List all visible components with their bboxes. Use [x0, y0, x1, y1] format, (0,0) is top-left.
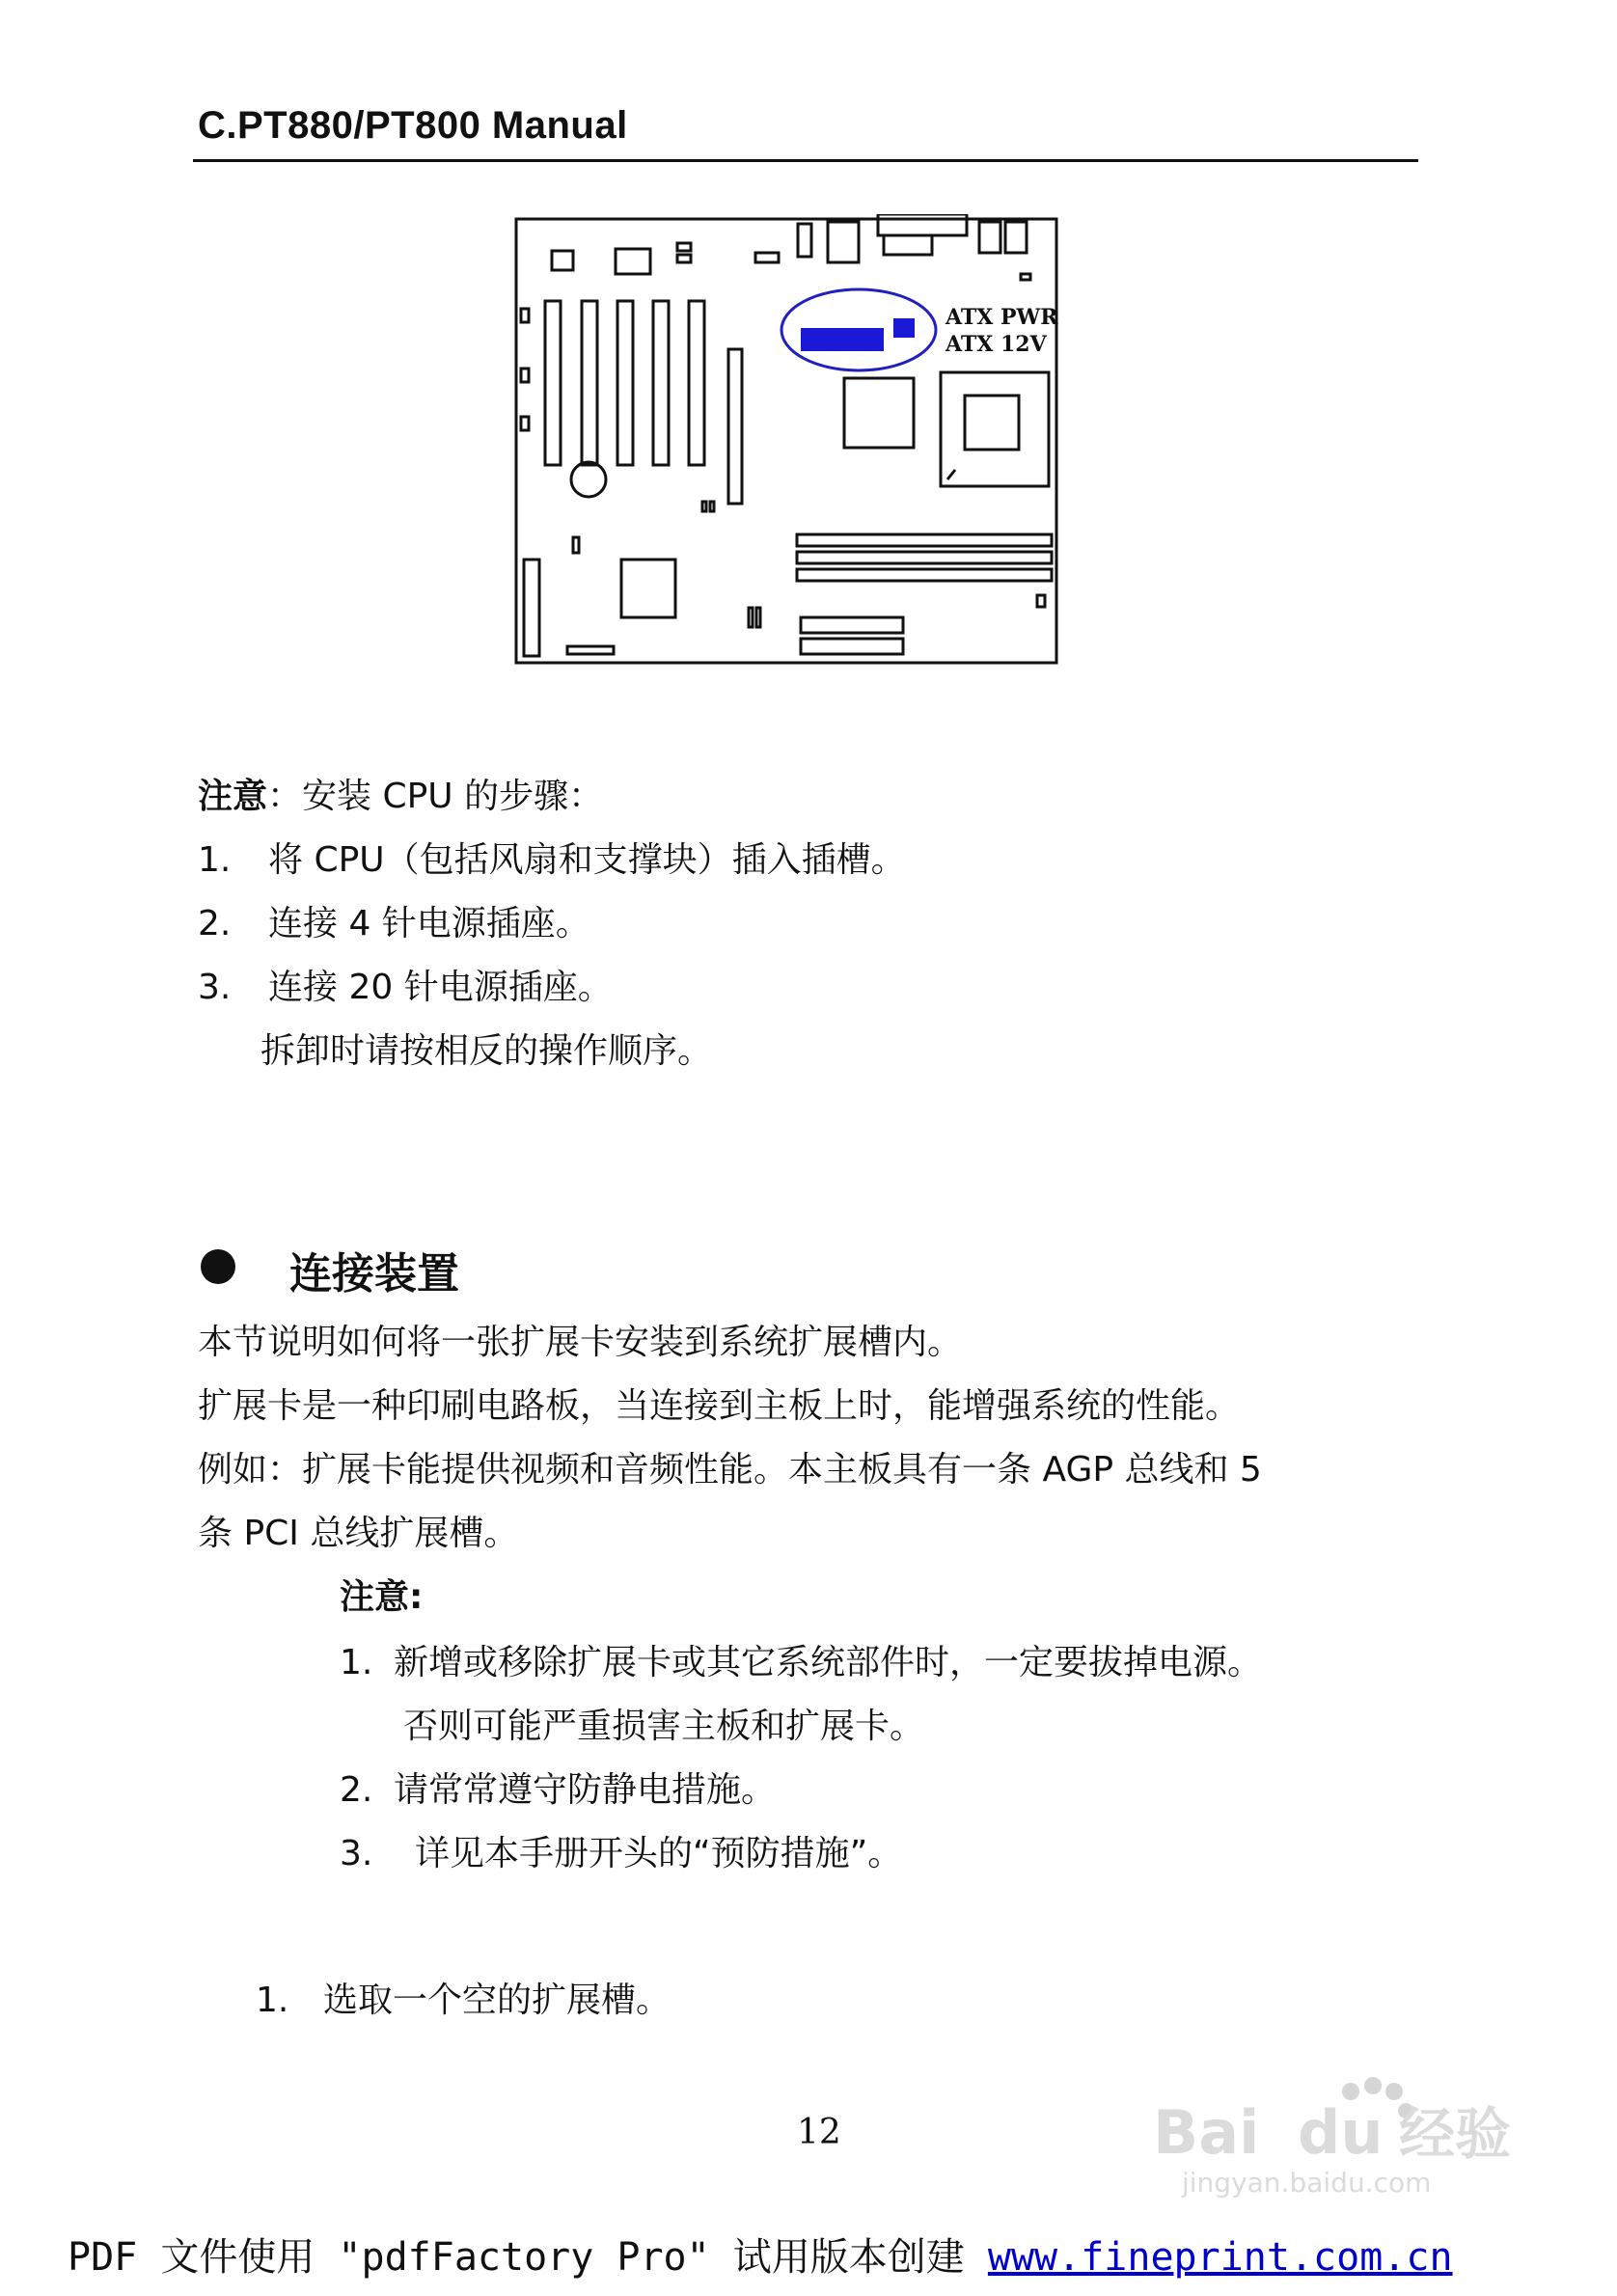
section-title: 连接装置: [289, 1249, 459, 1298]
jumper-5: [756, 608, 760, 627]
small-header: [1021, 274, 1030, 280]
io-jack-1: [798, 224, 811, 257]
atx-pwr-label: ATX PWR: [946, 305, 1058, 330]
dimm-slot-2: [797, 552, 1052, 563]
section-bullet: [201, 1249, 235, 1284]
paw-pad-2: [1364, 2077, 1382, 2094]
cpu-step-text-1: 将 CPU（包括风扇和支撑块）插入插槽。: [268, 840, 906, 880]
cpu-note-tail: 拆卸时请按相反的操作顺序。: [260, 1031, 713, 1071]
section-note-num-1: 1.: [340, 1643, 373, 1682]
small-header-2: [1037, 595, 1045, 607]
atx-12v-connector: [893, 318, 915, 338]
edge-header-3: [521, 417, 529, 430]
top-connector-1: [552, 251, 573, 270]
top-connector-3: [677, 243, 691, 251]
header-rule: [193, 159, 1418, 162]
pci-slot-4: [653, 301, 669, 465]
edge-header-2: [521, 369, 529, 382]
paw-pad-3: [1385, 2083, 1403, 2100]
cpu-note-lead: [198, 774, 603, 820]
section-note-num-2: 2.: [340, 1770, 373, 1810]
cpu-note-lead-rest: ：安装 CPU 的步骤：: [267, 777, 604, 816]
section-note-cont-1: 否则可能严重损害主板和扩展卡。: [403, 1707, 925, 1746]
edge-header-1: [521, 309, 529, 322]
section-note-title: 注意:: [340, 1577, 424, 1617]
cpu-step-num-2: 2.: [198, 904, 232, 943]
io-jack-4: [1005, 222, 1027, 253]
cpu-step-text-2: 连接 4 针电源插座。: [268, 904, 590, 943]
battery: [571, 462, 606, 497]
floppy-connector: [524, 560, 539, 656]
cpu-step-num-3: 3.: [198, 968, 232, 1007]
pci-slot-3: [617, 301, 633, 465]
agp-slot: [728, 349, 742, 504]
footer-text: PDF 文件使用 "pdfFactory Pro" 试用版本创建: [68, 2235, 988, 2280]
section-para-line-3: 例如：扩展卡能提供视频和音频性能。本主板具有一条 AGP 总线和 5: [198, 1450, 1262, 1490]
front-panel-header: [567, 646, 614, 654]
cpu-step-text-3: 连接 20 针电源插座。: [268, 968, 613, 1007]
section-para-line-1: 本节说明如何将一张扩展卡安装到系统扩展槽内。: [198, 1323, 963, 1362]
section-para-line-4: 条 PCI 总线扩展槽。: [198, 1514, 519, 1553]
footer-link[interactable]: www.fineprint.com.cn: [987, 2235, 1453, 2280]
io-jack-3: [979, 222, 1000, 253]
south-bridge-chip: [621, 560, 675, 617]
io-jack-2: [828, 222, 859, 262]
motherboard-diagram: [511, 214, 1061, 671]
jumper-4: [749, 608, 753, 627]
jumper-3: [573, 537, 579, 553]
jumper-2: [710, 502, 714, 511]
pci-slot-1: [545, 301, 561, 465]
section-note-text-3: 详见本手册开头的“预防措施”。: [415, 1834, 903, 1873]
section-note-text-1: 新增或移除扩展卡或其它系统部件时，一定要拔掉电源。: [394, 1643, 1263, 1682]
ide-connector-1: [801, 617, 903, 633]
cpu-note-lead-bold: 注意: [198, 777, 268, 816]
cpu-socket: [941, 372, 1049, 486]
install-step-text-1: 选取一个空的扩展槽。: [323, 1981, 671, 2020]
dimm-slot-3: [797, 569, 1052, 581]
section-note-text-2: 请常常遵守防静电措施。: [394, 1770, 777, 1810]
watermark-brand-2: du: [1298, 2097, 1384, 2168]
watermark-brand: Bai: [1153, 2097, 1260, 2168]
section-note-num-3: 3.: [340, 1834, 373, 1873]
dimm-slot-1: [797, 534, 1052, 546]
top-connector-4: [677, 255, 691, 262]
cpu-step-num-1: 1.: [198, 840, 232, 880]
watermark-url: jingyan.baidu.com: [1182, 2167, 1432, 2199]
manual-header-title: C.PT880/PT800 Manual: [198, 104, 628, 147]
top-connector-2: [616, 249, 650, 274]
north-bridge-chip: [844, 378, 914, 448]
baidu-jingyan-watermark: [1153, 2074, 1529, 2200]
io-parallel-port: [878, 214, 967, 235]
atx-power-connector: [801, 328, 884, 351]
pci-slot-5: [689, 301, 704, 465]
page-number: 12: [797, 2113, 841, 2152]
ide-connector-2: [801, 639, 903, 654]
top-connector-5: [755, 253, 779, 262]
pci-slot-2: [582, 301, 597, 465]
jumper-1: [702, 502, 706, 511]
io-serial-port: [884, 235, 932, 255]
watermark-product: 经验: [1399, 2101, 1512, 2167]
atx-12v-label: ATX 12V: [946, 332, 1047, 357]
pdf-footer: [68, 2227, 1453, 2282]
install-step-num-1: 1.: [256, 1981, 289, 2020]
section-para-line-2: 扩展卡是一种印刷电路板，当连接到主板上时，能增强系统的性能。: [198, 1386, 1241, 1426]
cpu-socket-core: [965, 396, 1019, 450]
